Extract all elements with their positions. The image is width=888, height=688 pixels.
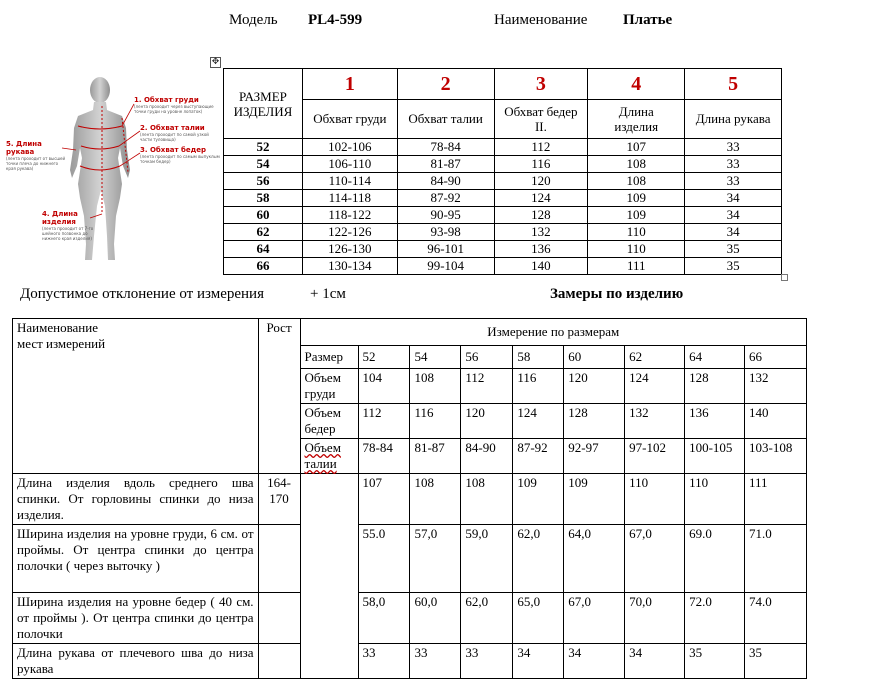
body-measure-label: Объем бедер xyxy=(300,404,358,439)
body-measure-value: 124 xyxy=(513,404,564,439)
item-measure-value: 65,0 xyxy=(513,593,564,644)
size-table-number: 3 xyxy=(494,69,588,100)
size-row-label: Размер xyxy=(300,346,358,369)
size-cell: 60 xyxy=(224,207,303,224)
size-value-cell: 81-87 xyxy=(397,156,494,173)
item-measure-value: 69.0 xyxy=(685,525,745,593)
item-measure-row xyxy=(13,593,807,644)
size-cell: 52 xyxy=(224,139,303,156)
sleeve-length-label: 5. Длина рукава (лента проходит от высшей точки плеча до нижнего края рукава) xyxy=(6,140,66,171)
size-value-cell: 110 xyxy=(588,224,685,241)
item-measure-value: 64,0 xyxy=(564,525,625,593)
item-measure-row xyxy=(13,474,807,525)
size-header-cell: 58 xyxy=(513,346,564,369)
size-cell: 58 xyxy=(224,190,303,207)
size-value-cell: 34 xyxy=(685,224,782,241)
name-value: Платье xyxy=(623,12,673,28)
name-label: Наименование xyxy=(494,12,588,28)
size-value-cell: 35 xyxy=(685,241,782,258)
item-measure-value: 110 xyxy=(625,474,685,525)
size-value-cell: 110 xyxy=(588,241,685,258)
body-measure-value: 112 xyxy=(461,369,513,404)
size-value-cell: 114-118 xyxy=(302,190,397,207)
body-figure xyxy=(6,66,220,274)
size-value-cell: 111 xyxy=(588,258,685,275)
size-value-cell: 35 xyxy=(685,258,782,275)
size-value-cell: 122-126 xyxy=(302,224,397,241)
size-table-row xyxy=(224,139,782,156)
size-value-cell: 33 xyxy=(685,139,782,156)
body-measure-value: 140 xyxy=(745,404,807,439)
size-value-cell: 136 xyxy=(494,241,588,258)
size-value-cell: 84-90 xyxy=(397,173,494,190)
item-measure-value: 33 xyxy=(358,644,410,679)
size-value-cell: 130-134 xyxy=(302,258,397,275)
size-value-cell: 140 xyxy=(494,258,588,275)
item-measure-value: 71.0 xyxy=(745,525,807,593)
size-value-cell: 124 xyxy=(494,190,588,207)
size-table-header: Длина изделия xyxy=(588,100,685,139)
size-value-cell: 34 xyxy=(685,207,782,224)
item-measure-value: 34 xyxy=(513,644,564,679)
item-height-cell: 164-170 xyxy=(258,474,300,525)
body-measure-value: 104 xyxy=(358,369,410,404)
size-table xyxy=(223,68,782,275)
size-table-header: Длина рукава xyxy=(685,100,782,139)
body-measure-value: 103-108 xyxy=(745,439,807,474)
size-cell: 56 xyxy=(224,173,303,190)
size-value-cell: 106-110 xyxy=(302,156,397,173)
body-measure-value: 116 xyxy=(410,404,461,439)
item-measure-value: 67,0 xyxy=(625,525,685,593)
measure-head-height: Рост xyxy=(258,319,300,474)
model-label: Модель xyxy=(229,12,278,28)
body-measure-value: 120 xyxy=(564,369,625,404)
body-measure-value: 78-84 xyxy=(358,439,410,474)
size-value-cell: 108 xyxy=(588,156,685,173)
size-value-cell: 108 xyxy=(588,173,685,190)
body-measure-value: 116 xyxy=(513,369,564,404)
waist-label: 2. Обхват талии (лента проходит по самой узкой части туловища) xyxy=(140,124,209,142)
size-table-row xyxy=(224,241,782,258)
item-measure-label: Ширина изделия на уровне бедер ( 40 см. от проймы ). От центра спинки до центра полочки xyxy=(13,593,259,644)
size-table-row xyxy=(224,156,782,173)
body-measure-value: 132 xyxy=(625,404,685,439)
item-measure-row xyxy=(13,525,807,593)
item-measure-value: 108 xyxy=(461,474,513,525)
item-measure-label: Ширина изделия на уровне груди, 6 см. от проймы. От центра спинки до центра полочки ( через выточку ) xyxy=(13,525,259,593)
size-header-cell: 60 xyxy=(564,346,625,369)
tolerance-label: Допустимое отклонение от измерения xyxy=(20,286,264,302)
size-value-cell: 128 xyxy=(494,207,588,224)
body-measure-value: 128 xyxy=(685,369,745,404)
body-measure-value: 120 xyxy=(461,404,513,439)
size-value-cell: 110-114 xyxy=(302,173,397,190)
body-measure-value: 132 xyxy=(745,369,807,404)
measure-head-sizes: Измерение по размерам xyxy=(300,319,806,346)
item-measure-value: 60,0 xyxy=(410,593,461,644)
item-measure-value: 57,0 xyxy=(410,525,461,593)
size-cell: 54 xyxy=(224,156,303,173)
empty-size-label-cell xyxy=(300,474,358,679)
item-measure-value: 35 xyxy=(685,644,745,679)
body-measure-value: 108 xyxy=(410,369,461,404)
size-cell: 66 xyxy=(224,258,303,275)
measure-title: Замеры по изделию xyxy=(550,286,684,302)
model-value: PL4-599 xyxy=(308,12,363,28)
body-measure-value: 136 xyxy=(685,404,745,439)
item-measure-value: 108 xyxy=(410,474,461,525)
item-measure-value: 72.0 xyxy=(685,593,745,644)
item-measure-value: 109 xyxy=(513,474,564,525)
tolerance-value: + 1см xyxy=(310,286,346,302)
size-value-cell: 96-101 xyxy=(397,241,494,258)
move-anchor-icon[interactable]: ✥ xyxy=(211,57,220,67)
size-header-cell: 52 xyxy=(358,346,410,369)
size-table-header: Обхват бедер II. xyxy=(494,100,588,139)
body-measure-label: Объем талии xyxy=(300,439,358,474)
body-measure-value: 128 xyxy=(564,404,625,439)
item-measure-value: 35 xyxy=(745,644,807,679)
body-measure-value: 100-105 xyxy=(685,439,745,474)
item-measure-value: 62,0 xyxy=(461,593,513,644)
size-table-corner: РАЗМЕР ИЗДЕЛИЯ xyxy=(224,69,303,139)
item-height-cell xyxy=(258,593,300,644)
body-measure-value: 87-92 xyxy=(513,439,564,474)
size-value-cell: 116 xyxy=(494,156,588,173)
measurement-table xyxy=(12,318,807,679)
size-value-cell: 78-84 xyxy=(397,139,494,156)
body-measure-value: 84-90 xyxy=(461,439,513,474)
chest-label: 1. Обхват груди (лента проходит через выступающие точки груди на уровне лопаток) xyxy=(134,96,214,114)
body-measure-label: Объем груди xyxy=(300,369,358,404)
item-height-cell xyxy=(258,644,300,679)
size-table-row xyxy=(224,258,782,275)
item-measure-value: 110 xyxy=(685,474,745,525)
body-measure-value: 124 xyxy=(625,369,685,404)
size-header-cell: 64 xyxy=(685,346,745,369)
size-value-cell: 120 xyxy=(494,173,588,190)
item-measure-value: 70,0 xyxy=(625,593,685,644)
item-measure-value: 34 xyxy=(564,644,625,679)
size-value-cell: 132 xyxy=(494,224,588,241)
item-measure-value: 34 xyxy=(625,644,685,679)
size-value-cell: 109 xyxy=(588,207,685,224)
size-table-header: Обхват талии xyxy=(397,100,494,139)
size-value-cell: 99-104 xyxy=(397,258,494,275)
size-header-cell: 56 xyxy=(461,346,513,369)
size-value-cell: 102-106 xyxy=(302,139,397,156)
size-value-cell: 109 xyxy=(588,190,685,207)
hips-label: 3. Обхват бедер (лента проходит по самым выпуклым точкам бедер) xyxy=(140,146,220,164)
size-value-cell: 34 xyxy=(685,190,782,207)
size-value-cell: 126-130 xyxy=(302,241,397,258)
body-measure-value: 112 xyxy=(358,404,410,439)
size-table-number: 5 xyxy=(685,69,782,100)
item-measure-value: 33 xyxy=(461,644,513,679)
size-value-cell: 33 xyxy=(685,173,782,190)
body-measure-value: 81-87 xyxy=(410,439,461,474)
item-measure-row xyxy=(13,644,807,679)
size-value-cell: 87-92 xyxy=(397,190,494,207)
item-measure-value: 33 xyxy=(410,644,461,679)
size-table-row xyxy=(224,190,782,207)
item-measure-value: 62,0 xyxy=(513,525,564,593)
size-table-number: 2 xyxy=(397,69,494,100)
item-measure-value: 55.0 xyxy=(358,525,410,593)
size-header-cell: 62 xyxy=(625,346,685,369)
item-measure-value: 67,0 xyxy=(564,593,625,644)
item-measure-value: 74.0 xyxy=(745,593,807,644)
item-measure-label: Длина изделия вдоль среднего шва спинки. От горловины спинки до низа изделия. xyxy=(13,474,259,525)
size-header-cell: 66 xyxy=(745,346,807,369)
size-table-number: 1 xyxy=(302,69,397,100)
size-table-number: 4 xyxy=(588,69,685,100)
size-value-cell: 112 xyxy=(494,139,588,156)
size-value-cell: 107 xyxy=(588,139,685,156)
size-value-cell: 118-122 xyxy=(302,207,397,224)
item-height-cell xyxy=(258,525,300,593)
size-value-cell: 93-98 xyxy=(397,224,494,241)
measure-head-name: Наименование мест измерений xyxy=(13,319,259,474)
item-measure-value: 59,0 xyxy=(461,525,513,593)
item-measure-value: 111 xyxy=(745,474,807,525)
size-value-cell: 33 xyxy=(685,156,782,173)
size-cell: 62 xyxy=(224,224,303,241)
size-cell: 64 xyxy=(224,241,303,258)
item-measure-label: Длина рукава от плечевого шва до низа рукава xyxy=(13,644,259,679)
size-table-row xyxy=(224,173,782,190)
body-measure-value: 92-97 xyxy=(564,439,625,474)
size-table-header: Обхват груди xyxy=(302,100,397,139)
item-length-label: 4. Длина изделия (лента проходит от 7-го шейного позвонка до нижнего края изделия) xyxy=(42,210,94,241)
item-measure-value: 109 xyxy=(564,474,625,525)
item-measure-value: 58,0 xyxy=(358,593,410,644)
size-value-cell: 90-95 xyxy=(397,207,494,224)
size-table-row xyxy=(224,224,782,241)
size-table-row xyxy=(224,207,782,224)
body-measure-value: 97-102 xyxy=(625,439,685,474)
item-measure-value: 107 xyxy=(358,474,410,525)
table-resize-handle[interactable] xyxy=(781,274,788,281)
size-header-cell: 54 xyxy=(410,346,461,369)
